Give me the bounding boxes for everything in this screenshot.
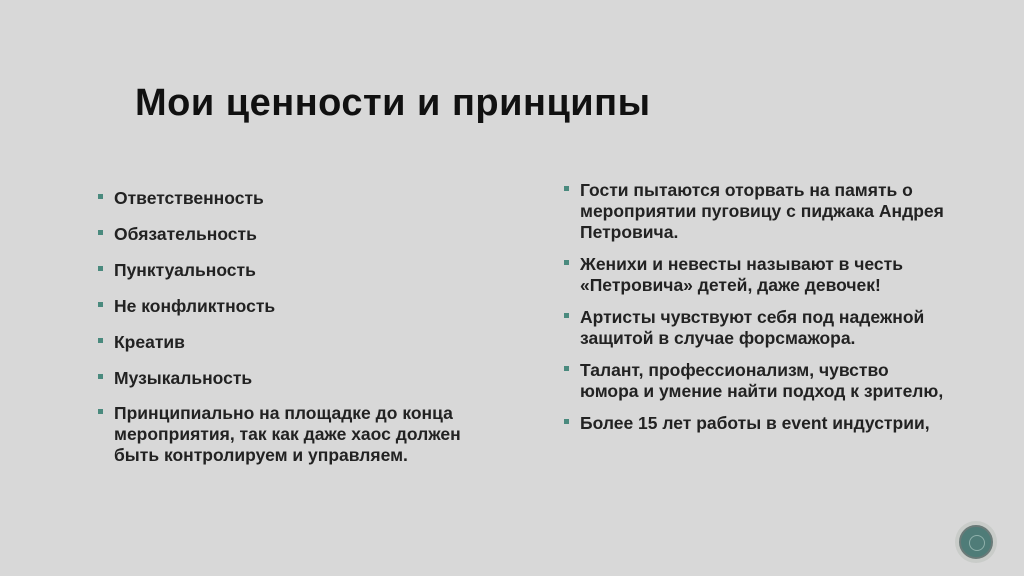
list-item — [96, 368, 476, 389]
list-item — [96, 224, 476, 245]
emblem-inner-circle — [969, 535, 985, 551]
list-item-text: Креатив — [114, 332, 185, 352]
square-bullet-icon — [564, 313, 569, 318]
list-item-text: Более 15 лет работы в event индустрии, — [580, 413, 930, 433]
list-item — [96, 260, 476, 281]
square-bullet-icon — [98, 374, 103, 379]
list-item — [562, 360, 952, 402]
left-bullet-list — [96, 188, 476, 481]
square-bullet-icon — [98, 194, 103, 199]
circular-emblem-icon — [955, 521, 997, 563]
list-item-text: Пунктуальность — [114, 260, 256, 280]
list-item-text: Ответственность — [114, 188, 264, 208]
list-item — [562, 413, 952, 434]
list-item-text: Музыкальность — [114, 368, 253, 388]
square-bullet-icon — [564, 366, 569, 371]
square-bullet-icon — [564, 186, 569, 191]
list-item-text: Женихи и невесты называют в честь «Петровича» детей, даже девочек! — [580, 254, 903, 295]
square-bullet-icon — [564, 260, 569, 265]
list-item-text: Обязательность — [114, 224, 257, 244]
list-item — [562, 254, 952, 296]
list-item — [562, 307, 952, 349]
list-item — [96, 188, 476, 209]
list-item — [96, 403, 476, 466]
list-item — [96, 332, 476, 353]
list-item — [96, 296, 476, 317]
square-bullet-icon — [98, 409, 103, 414]
square-bullet-icon — [564, 419, 569, 424]
square-bullet-icon — [98, 266, 103, 271]
list-item-text: Талант, профессионализм, чувство юмора и умение найти подход к зрителю, — [580, 360, 944, 401]
square-bullet-icon — [98, 230, 103, 235]
list-item-text: Артисты чувствуют себя под надежной защитой в случае форсмажора. — [580, 307, 925, 348]
emblem-ring — [959, 525, 993, 559]
square-bullet-icon — [98, 302, 103, 307]
page-title: Мои ценности и принципы — [135, 82, 651, 124]
list-item-text: Принципиально на площадке до конца мероприятия, так как даже хаос должен быть контролируем и управляем. — [114, 403, 461, 465]
right-bullet-list — [562, 180, 952, 445]
list-item-text: Не конфликтность — [114, 296, 276, 316]
list-item — [562, 180, 952, 243]
square-bullet-icon — [98, 338, 103, 343]
list-item-text: Гости пытаются оторвать на память о мероприятии пуговицу с пиджака Андрея Петровича. — [580, 180, 944, 242]
